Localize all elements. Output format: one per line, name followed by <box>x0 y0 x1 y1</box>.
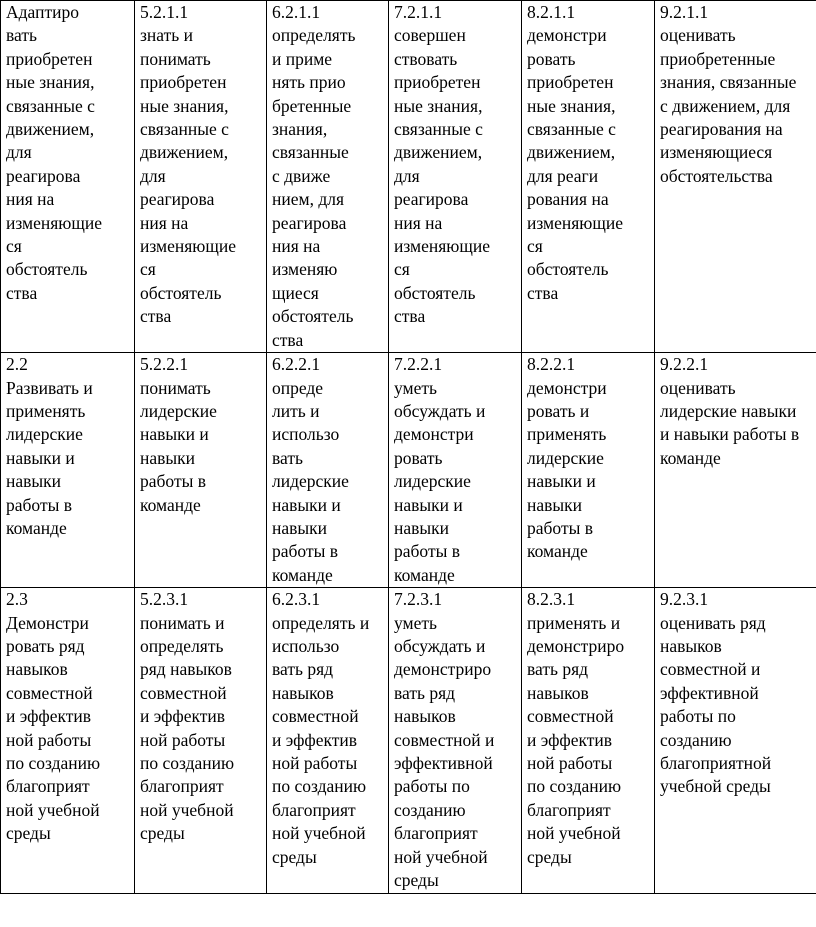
cell-text: 9.2.3.1 оценивать ряд навыков совместной и эффективной работы по созданию благоприятной учебной среды <box>660 589 772 797</box>
cell-text: Адаптиро вать приобретен ные знания, связанные с движением, для реагирова ния на изменяющие ся обстоятель ства <box>6 2 102 303</box>
table-cell <box>389 1 522 353</box>
cell-text: 6.2.3.1 определять и использо вать ряд навыков совместной и эффектив ной работы по созданию благоприят ной учебной среды <box>272 589 370 867</box>
table-cell <box>522 588 655 894</box>
cell-text: 2.3 Демонстри ровать ряд навыков совместной и эффектив ной работы по созданию благоприят ной учебной среды <box>6 589 101 844</box>
table-cell <box>522 1 655 353</box>
table-cell <box>267 588 389 894</box>
cell-text: 9.2.2.1 оценивать лидерские навыки и навыки работы в команде <box>660 354 800 468</box>
cell-text: 7.2.1.1 совершен ствовать приобретен ные знания, связанные с движением, для реагирова ния на изменяющие ся обстоятель ства <box>394 2 490 327</box>
table-cell <box>135 588 267 894</box>
cell-text: 8.2.2.1 демонстри ровать и применять лидерские навыки и навыки работы в команде <box>527 354 607 562</box>
table-cell <box>522 353 655 588</box>
cell-text: 6.2.2.1 опреде лить и использо вать лидерские навыки и навыки работы в команде <box>272 354 349 585</box>
table-cell <box>267 1 389 353</box>
table-cell <box>1 1 135 353</box>
table-cell <box>655 588 816 894</box>
cell-text: 9.2.1.1 оценивать приобретенные знания, связанные с движением, для реагирования на изменяющиеся обстоятельства <box>660 2 797 186</box>
cell-text: 8.2.1.1 демонстри ровать приобретен ные знания, связанные с движением, для реаги рования на изменяющие ся обстоятель ства <box>527 2 623 303</box>
table-cell <box>135 1 267 353</box>
cell-text: 6.2.1.1 определять и приме нять прио бретенные знания, связанные с движе нием, для реагирова ния на изменяю щиеся обстоятель ства <box>272 2 356 350</box>
cell-text: 5.2.1.1 знать и понимать приобретен ные знания, связанные с движением, для реагирова ния на изменяющие ся обстоятель ства <box>140 2 236 327</box>
table-row <box>1 1 816 353</box>
table-cell <box>135 353 267 588</box>
cell-text: 8.2.3.1 применять и демонстриро вать ряд навыков совместной и эффектив ной работы по созданию благоприят ной учебной среды <box>527 589 625 867</box>
cell-text: 7.2.3.1 уметь обсуждать и демонстриро вать ряд навыков совместной и эффективной работы по созданию благоприят ной учебной среды <box>394 589 495 891</box>
table-cell <box>1 353 135 588</box>
cell-text: 5.2.3.1 понимать и определять ряд навыков совместной и эффектив ной работы по созданию благоприят ной учебной среды <box>140 589 235 844</box>
table-row <box>1 353 816 588</box>
table-cell <box>655 1 816 353</box>
table-cell <box>655 353 816 588</box>
cell-text: 5.2.2.1 понимать лидерские навыки и навыки работы в команде <box>140 354 217 515</box>
table-row <box>1 588 816 894</box>
cell-text: 2.2 Развивать и применять лидерские навыки и навыки работы в команде <box>6 354 93 538</box>
table-cell <box>1 588 135 894</box>
table-cell <box>389 353 522 588</box>
table-cell <box>389 588 522 894</box>
cell-text: 7.2.2.1 уметь обсуждать и демонстри ровать лидерские навыки и навыки работы в команде <box>394 354 486 585</box>
table-cell <box>267 353 389 588</box>
